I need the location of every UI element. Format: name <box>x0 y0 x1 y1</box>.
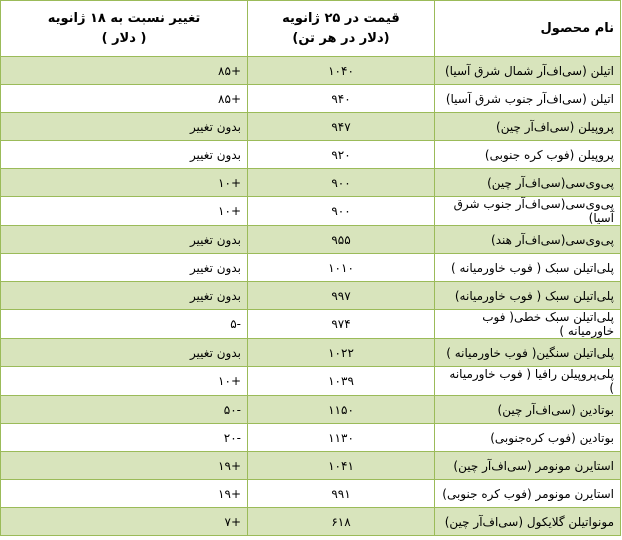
change-cell <box>1 480 248 508</box>
header-change-title: تغییر نسبت به ۱۸ ژانویه <box>47 10 201 26</box>
change-value: +۱۰ <box>218 374 241 388</box>
header-row <box>1 1 621 57</box>
change-value: -۲۰ <box>223 430 241 445</box>
product-name-cell: پلی‌پروپیلن رافیا ( فوب خاورمیانه ) <box>435 367 621 396</box>
price-cell: ۹۰۰ <box>248 197 435 226</box>
product-name-cell: بوتادین (سی‌اف‌آر چین) <box>435 396 621 424</box>
change-value: -۵۰ <box>223 402 241 417</box>
change-value: +۸۵ <box>218 63 241 78</box>
change-cell <box>1 197 248 226</box>
table-row <box>1 310 621 339</box>
product-name-cell: مونواتیلن گلایکول (سی‌اف‌آر چین) <box>435 508 621 536</box>
table-row <box>1 424 621 452</box>
table-row <box>1 508 621 536</box>
header-product-name-text: نام محصول <box>540 20 614 36</box>
change-cell <box>1 282 248 310</box>
table-row <box>1 282 621 310</box>
header-product-name <box>435 1 621 57</box>
product-name-cell: اتیلن (سی‌اف‌آر شمال شرق آسیا) <box>435 57 621 85</box>
change-value: +۸۵ <box>218 91 241 106</box>
change-value: +۷ <box>224 514 241 529</box>
product-name-cell: پی‌وی‌سی(سی‌اف‌آر چین) <box>435 169 621 197</box>
change-value: -۵ <box>230 317 241 331</box>
change-value: +۱۹ <box>218 486 241 501</box>
change-cell <box>1 169 248 197</box>
product-name-cell: پلی‌اتیلن سبک ( فوب خاورمیانه ) <box>435 254 621 282</box>
product-name-cell: پلی‌اتیلن سنگین( فوب خاورمیانه ) <box>435 339 621 367</box>
change-value: بدون تغییر <box>189 260 241 275</box>
product-name-cell: بوتادین (فوب کره‌جنوبی) <box>435 424 621 452</box>
change-cell <box>1 424 248 452</box>
header-price-title: قیمت در ۲۵ ژانویه <box>282 10 400 26</box>
price-cell: ۱۱۳۰ <box>248 424 435 452</box>
table-row <box>1 480 621 508</box>
product-name-cell: پی‌وی‌سی(سی‌اف‌آر هند) <box>435 226 621 254</box>
table-row <box>1 452 621 480</box>
change-cell <box>1 508 248 536</box>
table-row <box>1 85 621 113</box>
table-row <box>1 396 621 424</box>
price-cell: ۹۰۰ <box>248 169 435 197</box>
table-row <box>1 254 621 282</box>
product-name-cell: اتیلن (سی‌اف‌آر جنوب شرق آسیا) <box>435 85 621 113</box>
price-cell: ۱۰۴۱ <box>248 452 435 480</box>
change-cell <box>1 396 248 424</box>
price-cell: ۹۷۴ <box>248 310 435 339</box>
change-value: بدون تغییر <box>189 232 241 247</box>
price-cell: ۱۰۴۰ <box>248 57 435 85</box>
price-cell: ۹۵۵ <box>248 226 435 254</box>
change-cell <box>1 367 248 396</box>
price-cell: ۹۲۰ <box>248 141 435 169</box>
change-value: +۱۰ <box>218 204 241 218</box>
header-price-unit: (دلار در هر تن) <box>292 30 390 46</box>
change-value: بدون تغییر <box>189 288 241 303</box>
table-row <box>1 226 621 254</box>
change-value: بدون تغییر <box>189 119 241 134</box>
change-value: بدون تغییر <box>189 147 241 162</box>
product-name-cell: استایرن مونومر (فوب کره جنوبی) <box>435 480 621 508</box>
change-cell <box>1 113 248 141</box>
header-price <box>248 1 435 57</box>
product-name-cell: پلی‌اتیلن سبک ( فوب خاورمیانه) <box>435 282 621 310</box>
price-cell: ۹۹۷ <box>248 282 435 310</box>
product-name-cell: استایرن مونومر (سی‌اف‌آر چین) <box>435 452 621 480</box>
price-cell: ۱۱۵۰ <box>248 396 435 424</box>
header-change <box>1 1 248 57</box>
price-cell: ۹۹۱ <box>248 480 435 508</box>
table-row <box>1 339 621 367</box>
change-value: +۱۰ <box>218 175 241 190</box>
price-cell: ۶۱۸ <box>248 508 435 536</box>
change-cell <box>1 141 248 169</box>
header-change-unit: ( دلار ) <box>101 30 147 46</box>
change-cell <box>1 452 248 480</box>
table-row <box>1 57 621 85</box>
change-cell <box>1 310 248 339</box>
product-name-cell: پروپیلن (فوب کره جنوبی) <box>435 141 621 169</box>
change-cell <box>1 57 248 85</box>
table-row <box>1 141 621 169</box>
table-row <box>1 197 621 226</box>
product-name-cell: پلی‌اتیلن سبک خطی( فوب خاورمیانه ) <box>435 310 621 339</box>
price-cell: ۱۰۱۰ <box>248 254 435 282</box>
table-row <box>1 113 621 141</box>
table-row <box>1 169 621 197</box>
product-name-cell: پی‌وی‌سی(سی‌اف‌آر جنوب شرق آسیا) <box>435 197 621 226</box>
change-cell <box>1 226 248 254</box>
change-value: +۱۹ <box>218 458 241 473</box>
change-value: بدون تغییر <box>189 345 241 360</box>
price-cell: ۱۰۲۲ <box>248 339 435 367</box>
table-row <box>1 367 621 396</box>
product-name-cell: پروپیلن (سی‌اف‌آر چین) <box>435 113 621 141</box>
price-cell: ۹۴۰ <box>248 85 435 113</box>
change-cell <box>1 254 248 282</box>
change-cell <box>1 85 248 113</box>
price-cell: ۱۰۳۹ <box>248 367 435 396</box>
change-cell <box>1 339 248 367</box>
price-cell: ۹۴۷ <box>248 113 435 141</box>
